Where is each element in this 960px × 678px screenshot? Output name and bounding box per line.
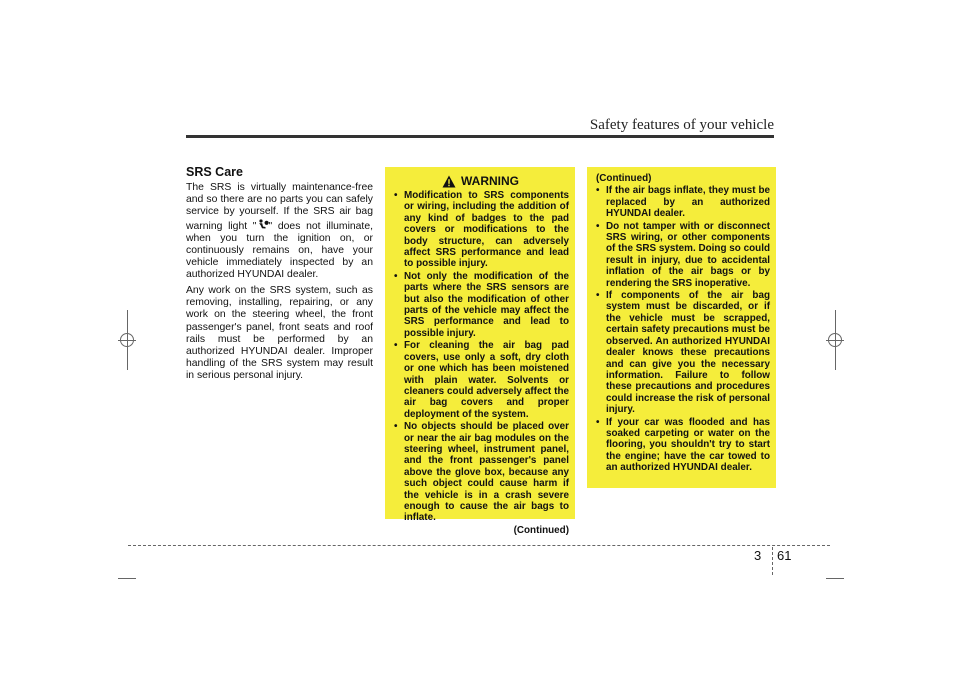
body-paragraph-1 bbox=[186, 182, 373, 282]
crop-mark-bottom-left bbox=[118, 578, 136, 579]
section-title: SRS Care bbox=[186, 165, 243, 179]
warning-list bbox=[392, 190, 569, 524]
crop-mark-bottom-right bbox=[826, 578, 844, 579]
continued-heading: (Continued) bbox=[596, 173, 652, 184]
continued-list bbox=[594, 185, 770, 473]
continued-item: • If components of the air bag system must be discarded, or if the vehicle must be scrapped, certain safety precautions must be observed. An authorized HYUNDAI dealer knows these precautions and can give you the necessary information. Failure to follow these precautions and procedures could increase the risk of personal injury. bbox=[594, 290, 770, 415]
paragraph-1-text-start: The SRS is virtually maintenance-free and so there are no parts you can safely service by yourself. If the SRS air bag warning light " bbox=[186, 182, 373, 232]
warning-triangle-icon bbox=[442, 175, 456, 188]
page-header-title: Safety features of your vehicle bbox=[589, 117, 774, 133]
warning-item: • Not only the modification of the parts where the SRS sensors are but also the modification of other parts of the vehicle may affect the SRS performance and lead to possible injury. bbox=[392, 271, 569, 339]
continued-item: • If your car was flooded and has soaked carpeting or water on the flooring, you shouldn't try to start the engine; have the car towed to an authorized HYUNDAI dealer. bbox=[594, 417, 770, 474]
paragraph-1-text-end: " does not illuminate, when you turn the ignition on, or continuously remains on, have your vehicle immediately inspected by an authorized HYUNDAI dealer. bbox=[186, 220, 373, 281]
continued-item: • If the air bags inflate, they must be replaced by an authorized HYUNDAI dealer. bbox=[594, 185, 770, 219]
header-rule bbox=[186, 135, 774, 138]
page-number: 61 bbox=[777, 548, 792, 563]
warning-heading bbox=[392, 174, 569, 188]
continued-box bbox=[587, 167, 776, 488]
body-paragraph-2: Any work on the SRS system, such as removing, installing, repairing, or any work on the steering wheel, the front passenger's panel, front seats and roof rails must be performed by an authorized HYUNDAI dealer. Improper handling of the SRS system may result in serious personal injury. bbox=[186, 285, 373, 382]
page-section-number: 3 bbox=[754, 548, 762, 563]
registration-circle-left bbox=[120, 333, 134, 347]
warning-heading-text: WARNING bbox=[461, 174, 519, 188]
warning-continued-label: (Continued) bbox=[513, 524, 569, 536]
warning-item: • Modification to SRS components or wiring, including the addition of any kind of badges to the pad covers or modifications to the body structure, can adversely affect SRS performance and lead to possible injury. bbox=[392, 190, 569, 270]
warning-item: • For cleaning the air bag pad covers, use only a soft, dry cloth or one which has been moistened with plain water. Solvents or cleaners could adversely affect the air bag covers and proper deployment of the system. bbox=[392, 340, 569, 420]
registration-circle-right bbox=[828, 333, 842, 347]
page-number-divider bbox=[772, 547, 774, 575]
footer-dashed-rule bbox=[128, 545, 830, 546]
airbag-warning-light-icon bbox=[257, 219, 269, 230]
continued-item: • Do not tamper with or disconnect SRS wiring, or other components of the SRS system. Doing so could result in injury, due to accidental inflation of the air bags or by rendering the SRS inoperative. bbox=[594, 221, 770, 289]
warning-item: • No objects should be placed over or near the air bag modules on the steering wheel, instrument panel, and the front passenger's panel above the glove box, because any such object could cause harm if the vehicle is in a crash severe enough to cause the air bags to inflate. bbox=[392, 421, 569, 524]
warning-box bbox=[385, 167, 575, 536]
